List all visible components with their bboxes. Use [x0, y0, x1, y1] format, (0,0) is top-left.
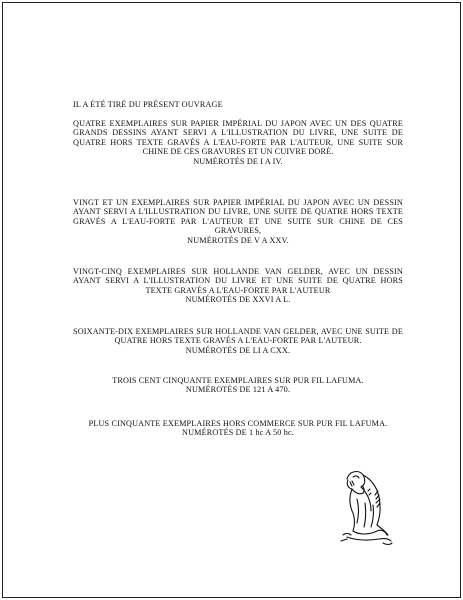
- edition-description: PLUS CINQUANTE EXEMPLAIRES HORS COMMERCE SUR PUR FIL LAFUMA.: [88, 419, 388, 428]
- edition-description: QUATRE EXEMPLAIRES SUR PAPIER IMPÉRIAL DU JAPON AVEC UN DES QUATRE GRANDS DESSINS AYANT SERVI A L'ILLUSTRATION DU LIVRE, UNE SUITE DE QUATRE HORS TEXTE GRAVÉS A L'EAU-FORTE PAR L'AUTEUR, UNE SUITE SUR CHINE DE CES GRAVURES ET UN CUIVRE DORÉ.: [73, 119, 403, 157]
- edition-paragraph-5: [73, 376, 403, 395]
- edition-numbering: NUMÉROTÉS DE 121 A 470.: [185, 385, 291, 395]
- edition-numbering: NUMÉROTÉS DE XXVI A L.: [185, 295, 291, 305]
- edition-paragraph-3: [73, 267, 403, 305]
- edition-paragraph-2: [73, 198, 403, 245]
- edition-paragraph-1: [73, 119, 403, 166]
- kneeling-monk-sketch-icon: [333, 465, 395, 551]
- book-page: [2, 2, 461, 598]
- edition-numbering: NUMÉROTÉS DE 1 hc A 50 hc.: [182, 428, 294, 438]
- edition-numbering: NUMÉROTÉS DE I A IV.: [193, 156, 283, 166]
- edition-description: VINGT ET UN EXEMPLAIRES SUR PAPIER IMPÉRIAL DU JAPON AVEC UN DESSIN AYANT SERVI A L'ILLUSTRATION DU LIVRE, UNE SUITE DE QUATRE HORS TEXTE GRAVÉS A L'EAU-FORTE PAR L'AUTEUR ET UNE SUITE SUR CHINE DE CES GRAVURES,: [73, 198, 403, 236]
- edition-numbering: NUMÉROTÉS DE LI A CXX.: [185, 345, 291, 355]
- edition-description: VINGT-CINQ EXEMPLAIRES SUR HOLLANDE VAN GELDER, AVEC UN DESSIN AYANT SERVI A L'ILLUSTRATION DU LIVRE ET UNE SUITE DE QUATRE HORS TEXTE GRAVÉS A L'EAU-FORTE PAR L'AUTEUR: [73, 267, 403, 295]
- edition-description: SOIXANTE-DIX EXEMPLAIRES SUR HOLLANDE VAN GELDER, AVEC UNE SUITE DE QUATRE HORS TEXTE GRAVÉS A L'EAU-FORTE PAR L'AUTEUR.: [73, 327, 403, 346]
- edition-numbering: NUMÉROTÉS DE V A XXV.: [187, 235, 289, 245]
- edition-paragraph-4: [73, 327, 403, 355]
- justification-heading: IL A ÉTÉ TIRÉ DU PRÉSENT OUVRAGE: [73, 100, 223, 109]
- edition-description: TROIS CENT CINQUANTE EXEMPLAIRES SUR PUR FIL LAFUMA.: [112, 376, 364, 385]
- edition-paragraph-6: [73, 419, 403, 438]
